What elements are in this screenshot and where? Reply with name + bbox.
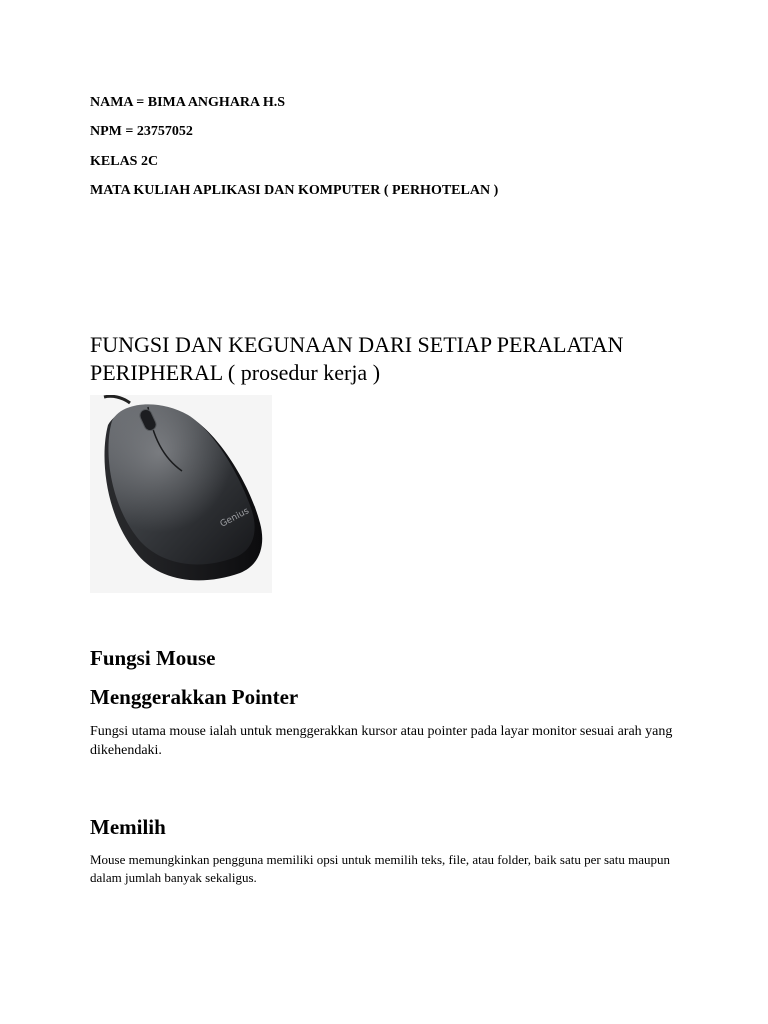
section-title-menggerakkan-pointer: Menggerakkan Pointer — [90, 685, 299, 709]
svg-text:Genius: Genius — [218, 506, 251, 530]
computer-mouse-image — [90, 395, 272, 593]
main-heading — [90, 331, 690, 387]
student-class: KELAS 2C — [90, 154, 159, 169]
student-name: NAMA = BIMA ANGHARA H.S — [90, 95, 286, 110]
paragraph-menggerakkan-pointer: Fungsi utama mouse ialah untuk menggerakkan kursor atau pointer pada layar monitor sesuai arah yang dikehendaki. — [90, 724, 673, 758]
course-name: MATA KULIAH APLIKASI DAN KOMPUTER ( PERHOTELAN ) — [90, 183, 499, 198]
main-heading-line-1: FUNGSI DAN KEGUNAAN DARI SETIAP PERALATAN — [90, 332, 624, 357]
section-title-memilih: Memilih — [90, 815, 166, 839]
paragraph-memilih: Mouse memungkinkan pengguna memiliki opsi untuk memilih teks, file, atau folder, baik satu per satu maupun dalam jumlah banyak sekaligus. — [90, 852, 671, 885]
student-npm: NPM = 23757052 — [90, 124, 193, 139]
section-title-fungsi-mouse: Fungsi Mouse — [90, 646, 216, 670]
main-heading-line-2: PERIPHERAL ( prosedur kerja ) — [90, 360, 381, 385]
computer-mouse-icon — [90, 395, 272, 593]
